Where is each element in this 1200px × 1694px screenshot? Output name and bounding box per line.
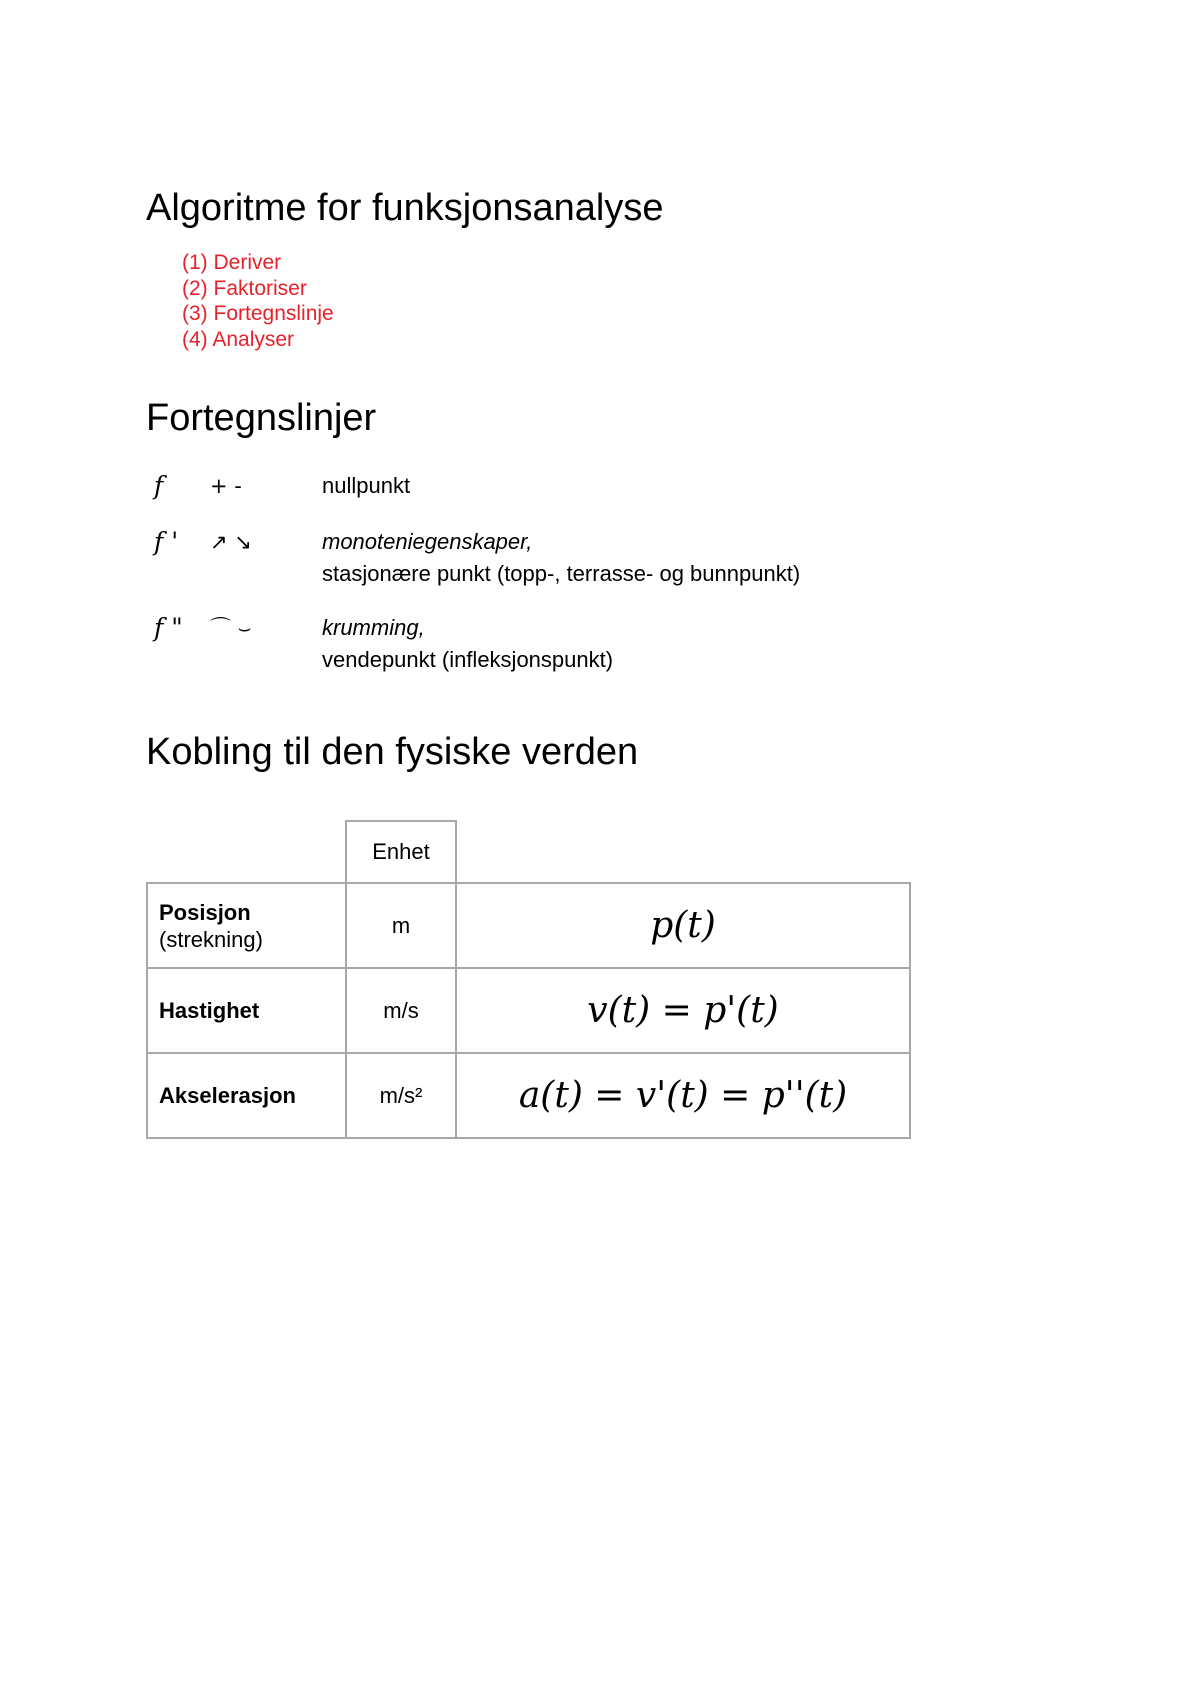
description-italic: krumming, [322,615,425,640]
description-text: vendepunkt (infleksjonspunkt) [322,647,614,672]
quantity-name: Akselerasjon [159,1083,296,1108]
formula-cell [456,968,910,1053]
quantity-cell [147,883,346,968]
description-italic: monoteniegenskaper, [322,529,533,554]
description-text: nullpunkt [322,473,411,498]
table-row [147,968,910,1053]
function-symbol: f ' [154,527,179,556]
header-unit: Enhet [346,821,456,883]
sign-markers: ↗ ↘ [210,530,252,554]
header-blank-cell [456,821,910,883]
formula: v(t) = p'(t) [587,990,779,1031]
list-item: (1) Deriver [182,251,282,274]
function-symbol: f " [154,613,183,642]
list-item: (4) Analyser [182,327,295,351]
unit-cell: m/s [346,968,456,1053]
section-title-sign-lines: Fortegnslinjer [146,397,377,439]
unit-cell: m/s² [346,1053,456,1138]
unit-cell: m [346,883,456,968]
section-title-algorithm: Algoritme for funksjonsanalyse [146,187,664,229]
physics-table [146,820,911,1139]
list-item: (2) Faktoriser [182,276,307,300]
function-symbol: f [154,471,164,500]
quantity-sub: (strekning) [159,926,263,952]
formula: p(t) [650,905,716,946]
quantity-cell [147,968,346,1053]
quantity-name: Hastighet [159,998,260,1023]
quantity-name: Posisjon [159,899,251,925]
sign-description [322,612,613,676]
table-row [147,1053,910,1138]
section-title-physics: Kobling til den fysiske verden [146,731,639,773]
quantity-cell [147,1053,346,1138]
sign-description [322,470,410,502]
formula-cell [456,883,910,968]
sign-description [322,526,800,590]
formula-cell [456,1053,910,1138]
formula: a(t) = v'(t) = p''(t) [518,1075,848,1116]
list-item: (3) Fortegnslinje [182,302,334,325]
sign-markers: ⌒ ⌣ [210,616,252,640]
header-blank-cell [147,821,346,883]
table-header-row [147,821,910,883]
description-text: stasjonære punkt (topp-, terrasse- og bunnpunkt) [322,561,801,586]
sign-markers: + - [210,474,242,498]
table-row [147,883,910,968]
algorithm-steps [182,250,334,352]
